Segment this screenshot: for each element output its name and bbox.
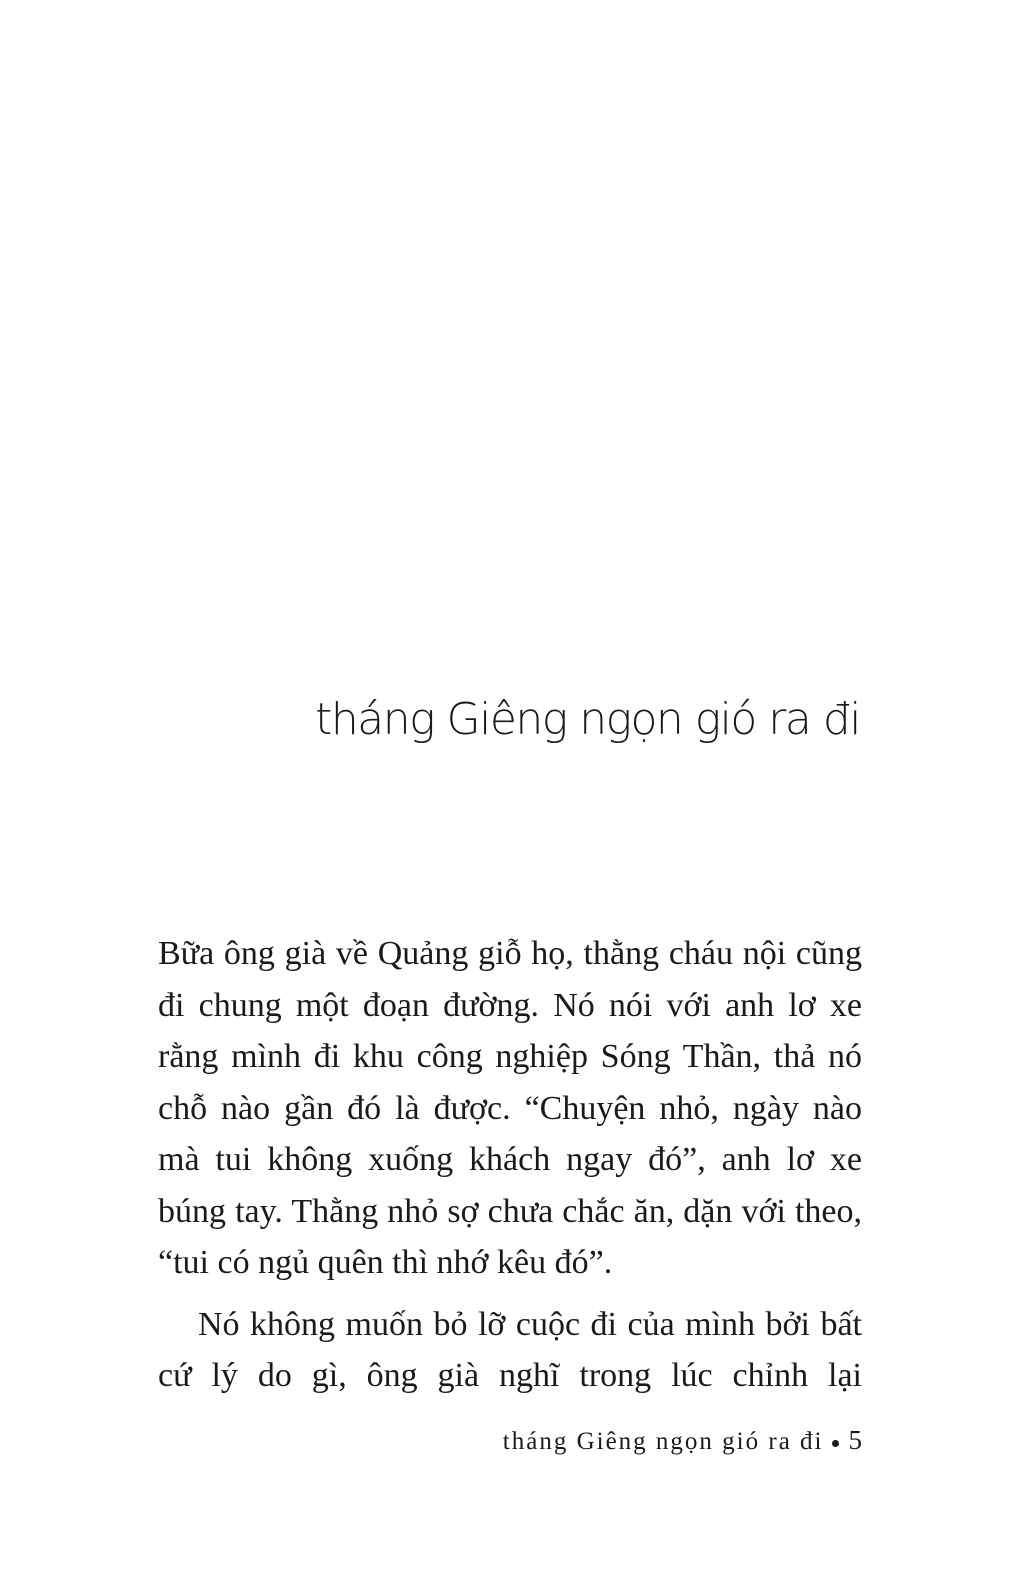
page-number: 5 (848, 1425, 862, 1455)
bullet-separator-icon (832, 1440, 839, 1447)
paragraph: Bữa ông già về Quảng giỗ họ, thằng cháu nội cũng đi chung một đoạn đường. Nó nói với anh lơ xe rằng mình đi khu công nghiệp Sóng Thần, thả nó chỗ nào gần đó là được. “Chuyện nhỏ, ngày nào mà tui không xuống khách ngay đó”, anh lơ xe búng tay. Thằng nhỏ sợ chưa chắc ăn, dặn với theo, “tui có ngủ quên thì nhớ kêu đó”. (158, 935, 862, 1281)
paragraph: Nó không muốn bỏ lỡ cuộc đi của mình bởi bất cứ lý do gì, ông già nghĩ trong lúc chỉnh lại (158, 1305, 862, 1394)
running-footer (503, 1425, 862, 1456)
body-text (158, 928, 862, 1402)
chapter-title: tháng Giêng ngọn gió ra đi (315, 694, 860, 745)
running-title: tháng Giêng ngọn gió ra đi (502, 1428, 824, 1455)
